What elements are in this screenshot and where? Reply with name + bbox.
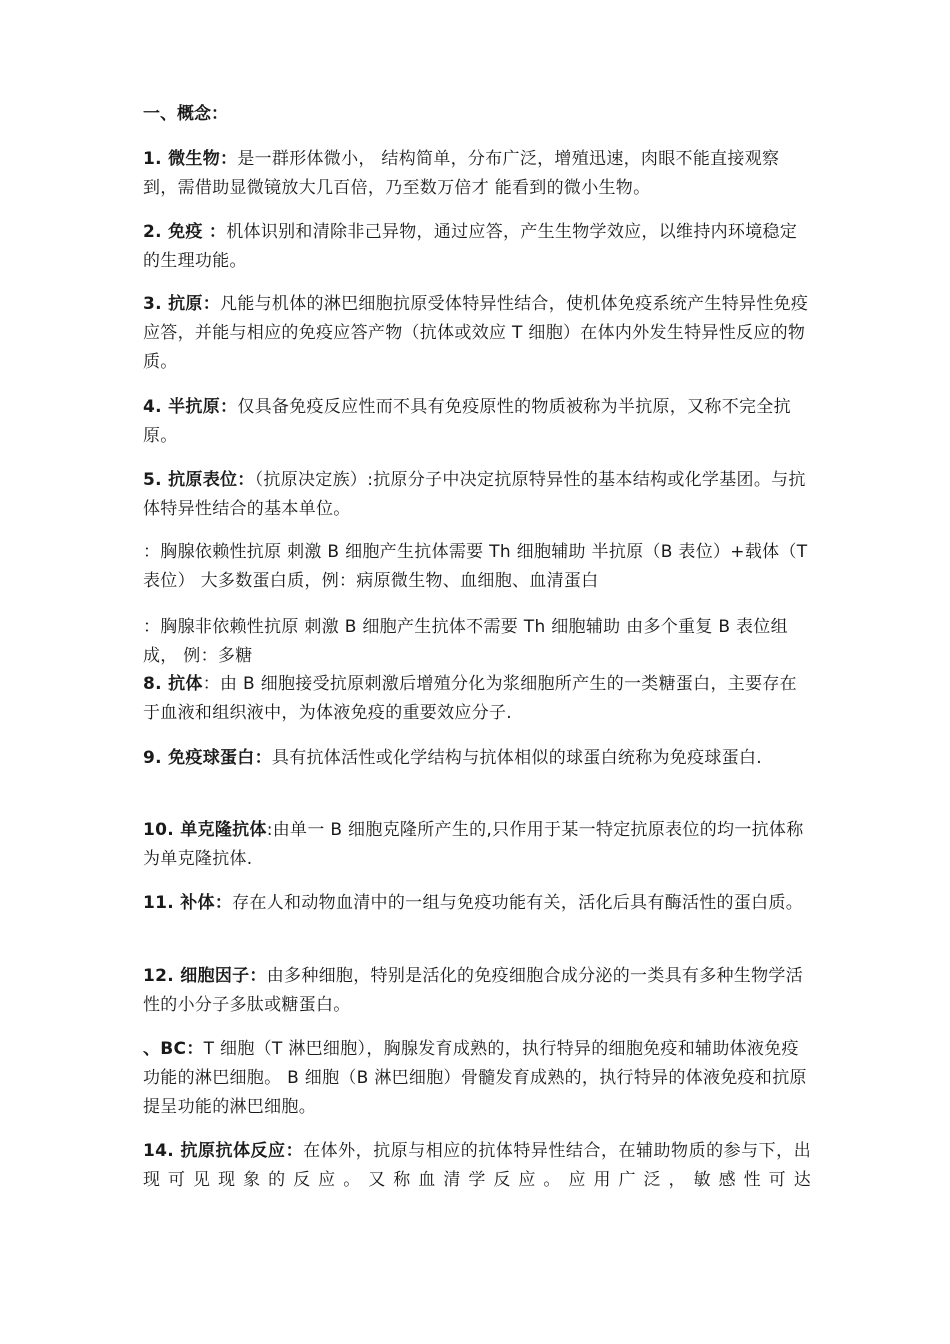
definition-text: 是一群形体微小， 结构简单，分布广泛，增殖迅速，肉眼不能直接观察到，需借助显微镜放大几百倍，乃至数万倍才 能看到的微小生物。: [143, 149, 780, 198]
definition-cytokine: [143, 962, 811, 1020]
term-label: 11. 补体：: [143, 893, 233, 913]
definition-immunity: [143, 218, 811, 276]
term-label: 8. 抗体: [143, 674, 203, 694]
definition-td-antigen: [143, 538, 811, 596]
term-label: 12. 细胞因子：: [143, 966, 267, 986]
definition-text: 存在人和动物血清中的一组与免疫功能有关，活化后具有酶活性的蛋白质。: [232, 893, 804, 913]
term-label: 1. 微生物：: [143, 149, 238, 169]
definition-text: （抗原决定族）:抗原分子中决定抗原特异性的基本结构或化学基团。与抗体特异性结合的基本单位。: [143, 470, 806, 519]
term-label: 10. 单克隆抗体: [143, 820, 267, 840]
definition-text: 仅具备免疫反应性而不具有免疫原性的物质被称为半抗原，又称不完全抗原。: [143, 397, 791, 446]
definition-epitope: [143, 466, 811, 524]
definition-immunoglobulin: [143, 744, 811, 773]
definition-text: 凡能与机体的淋巴细胞抗原受体特异性结合，使机体免疫系统产生特异性免疫应答，并能与相应的免疫应答产物（抗体或效应 T 细胞）在体内外发生特异性反应的物质。: [143, 294, 809, 372]
definition-antibody: [143, 670, 811, 728]
definition-monoclonal-antibody: [143, 816, 811, 874]
definition-antigen: [143, 290, 811, 377]
term-label: 、BC：: [143, 1039, 204, 1059]
definition-complement: [143, 889, 811, 918]
definition-text: 在体外，抗原与相应的抗体特异性结合，在辅助物质的参与下，出现可见现象的反应。又称血清学反应。应用广泛，敏感性可达: [143, 1141, 811, 1190]
definition-text: ：胸腺依赖性抗原 刺激 B 细胞产生抗体需要 Th 细胞辅助 半抗原（B 表位）+载体（T 表位） 大多数蛋白质，例：病原微生物、血细胞、血清蛋白: [143, 542, 808, 591]
term-label: 3. 抗原：: [143, 294, 221, 314]
definition-antigen-antibody-reaction: [143, 1137, 811, 1195]
definition-text: 机体识别和清除非己异物，通过应答，产生生物学效应，以维持内环境稳定的生理功能。: [143, 222, 798, 271]
definition-text: ：由 B 细胞接受抗原刺激后增殖分化为浆细胞所产生的一类糖蛋白，主要存在于血液和组织液中，为体液免疫的重要效应分子.: [143, 674, 797, 723]
definition-hapten: [143, 393, 811, 451]
definition-text: :由单一 B 细胞克隆所产生的,只作用于某一特定抗原表位的均一抗体称为单克隆抗体.: [143, 820, 804, 869]
definition-t-b-cell: [143, 1035, 811, 1122]
definition-text: 具有抗体活性或化学结构与抗体相似的球蛋白统称为免疫球蛋白.: [271, 748, 763, 768]
definition-microorganism: [143, 145, 811, 203]
definition-text: T 细胞（T 淋巴细胞），胸腺发育成熟的，执行特异的细胞免疫和辅助体液免疫功能的淋巴细胞。 B 细胞（B 淋巴细胞）骨髓发育成熟的，执行特异的体液免疫和抗原提呈功能的淋巴细胞。: [143, 1039, 807, 1117]
section-heading: 一、概念：: [143, 104, 228, 124]
term-label: 14. 抗原抗体反应：: [143, 1141, 304, 1161]
term-label: 2. 免疫 ：: [143, 222, 227, 242]
term-label: 5. 抗原表位：: [143, 470, 255, 490]
term-label: 4. 半抗原：: [143, 397, 238, 417]
definition-text: 由多种细胞，特别是活化的免疫细胞合成分泌的一类具有多种生物学活性的小分子多肽或糖蛋白。: [143, 966, 804, 1015]
definition-text: ：胸腺非依赖性抗原 刺激 B 细胞产生抗体不需要 Th 细胞辅助 由多个重复 B 表位组成， 例：多糖: [143, 617, 788, 666]
definition-ti-antigen: [143, 613, 811, 671]
term-label: 9. 免疫球蛋白：: [143, 748, 272, 768]
